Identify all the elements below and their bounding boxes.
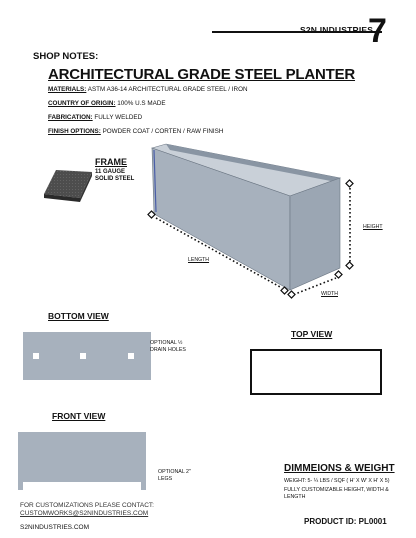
frame-gauge: 11 GAUGE	[95, 169, 126, 175]
brand-logo-mark: 7	[368, 12, 387, 50]
height-dimension-line	[346, 180, 353, 269]
spec-materials: MATERIALS: ASTM A36-14 ARCHITECTURAL GRADE STEEL / IRON	[48, 86, 248, 93]
planter-isometric-drawing	[140, 138, 368, 306]
bottom-view-title: BOTTOM VIEW	[48, 311, 109, 321]
brand-name: S2N INDUSTRIES	[300, 25, 374, 35]
legs-note-line2: LEGS	[158, 476, 173, 482]
frame-title: FRAME	[95, 157, 127, 167]
dimensions-title: DIMMEIONS & WEIGHT	[284, 463, 395, 474]
customizable-note-line1: FULLY CUSTOMIZABLE HEIGHT, WIDTH &	[284, 487, 389, 493]
spec-finish: FINISH OPTIONS: POWDER COAT / CORTEN / RAW FINISH	[48, 128, 224, 135]
bottom-view-panel	[23, 332, 151, 380]
front-leg-left	[18, 482, 23, 490]
drain-hole-note-line1: OPTIONAL ½	[150, 340, 183, 346]
height-label: HEIGHT	[363, 224, 383, 230]
weight-spec: WEIGHT: 5- ¼ LBS / SQF ( H' X W' X H' X 5)	[284, 478, 390, 484]
contact-text: FOR CUSTOMIZATIONS PLEASE CONTACT:	[20, 502, 154, 509]
contact-email-link[interactable]: CUSTOMWORKS@S2NINDUSTRIES.COM	[20, 510, 149, 517]
spec-country: COUNTRY OF ORIGIN: 100% U.S MADE	[48, 100, 166, 107]
drain-hole	[128, 353, 134, 359]
frame-material: SOLID STEEL	[95, 176, 135, 182]
drain-hole	[80, 353, 86, 359]
page-title: ARCHITECTURAL GRADE STEEL PLANTER	[48, 66, 356, 83]
top-view-title: TOP VIEW	[291, 329, 333, 339]
steel-sample-icon	[42, 168, 94, 204]
length-label: LENGTH	[188, 257, 210, 263]
customizable-note-line2: LENGTH	[284, 494, 306, 500]
shop-notes-label: SHOP NOTES:	[33, 51, 99, 62]
width-label: WIDTH	[321, 291, 338, 297]
product-id: PRODUCT ID: PL0001	[304, 517, 387, 526]
front-view-title: FRONT VIEW	[52, 411, 106, 421]
drain-hole	[33, 353, 39, 359]
drain-hole-note-line2: DRAIN HOLES	[150, 347, 186, 353]
top-view-panel	[250, 349, 382, 395]
website-text: S2NINDUSTRIES.COM	[20, 524, 89, 531]
front-leg-right	[141, 482, 146, 490]
spec-fabrication: FABRICATION: FULLY WELDED	[48, 114, 143, 121]
front-view-panel	[18, 432, 146, 482]
legs-note-line1: OPTIONAL 2"	[158, 469, 191, 475]
